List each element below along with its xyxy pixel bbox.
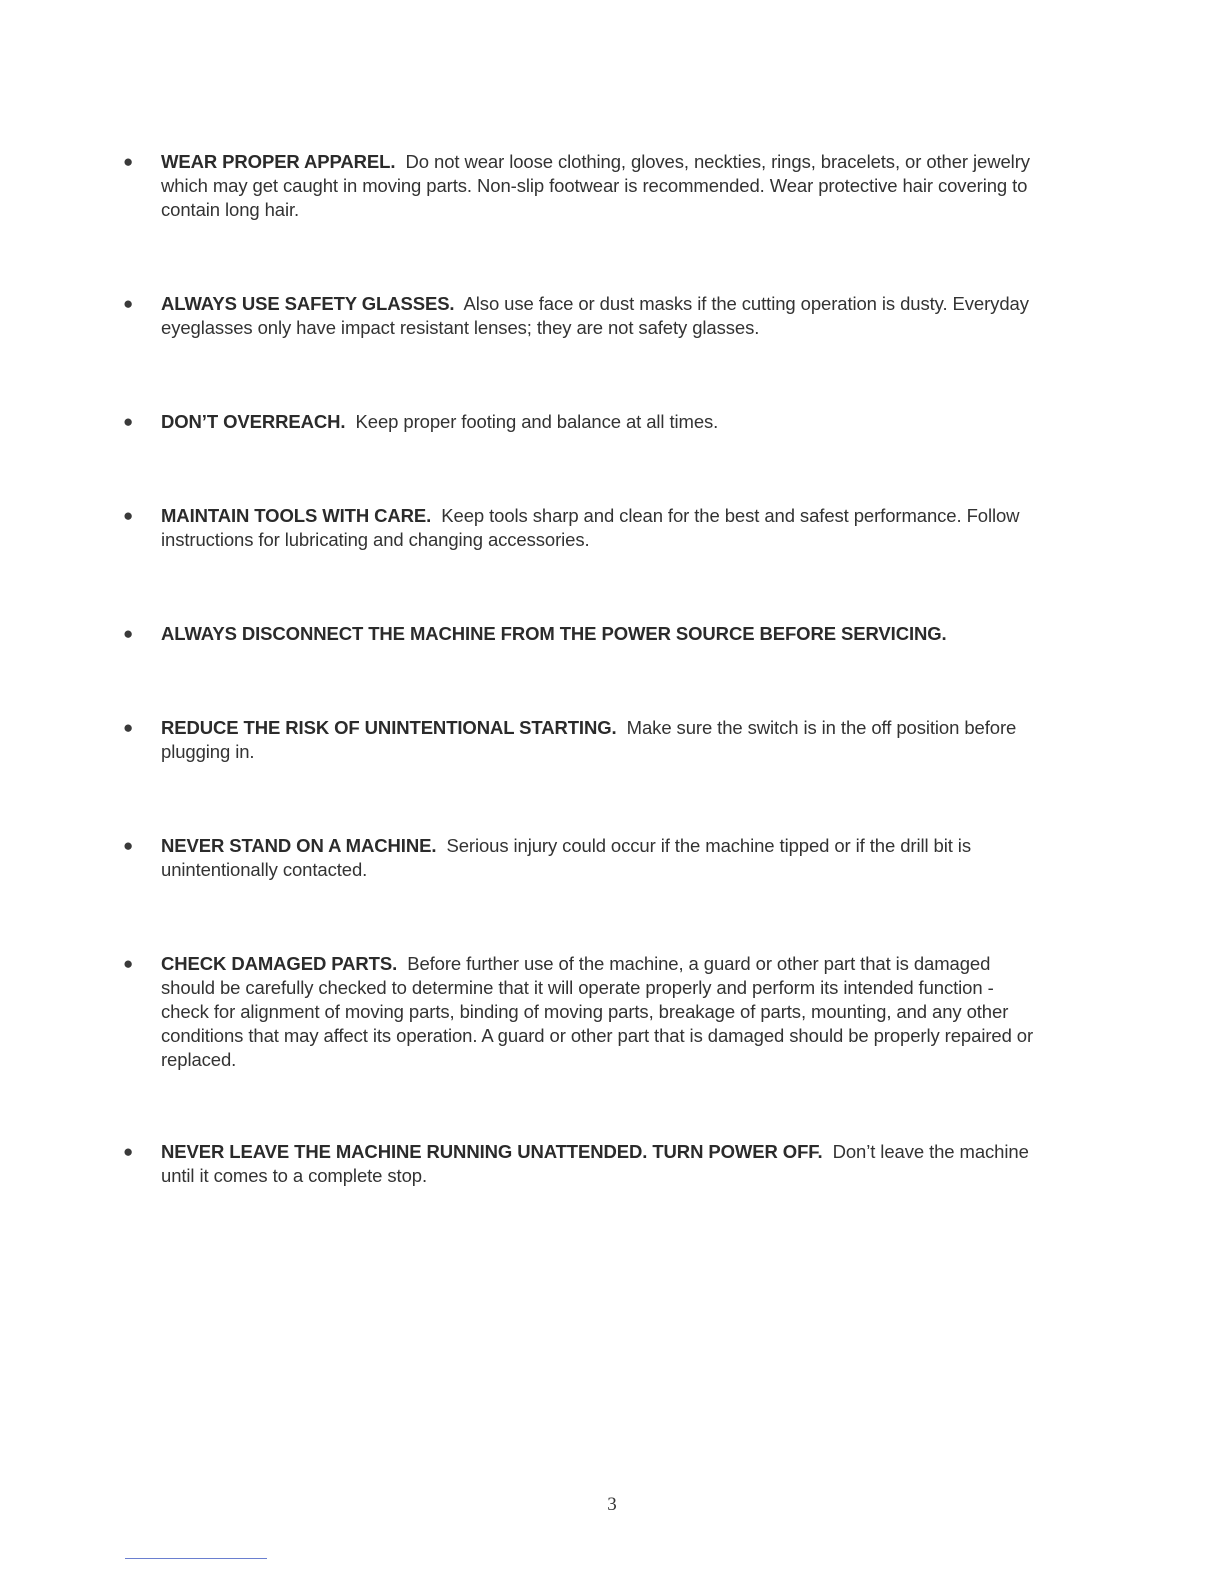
bullet-icon: ● [123,1142,134,1161]
safety-item-text [161,834,1041,882]
safety-item-text [161,410,1041,434]
safety-item-body: Keep tools sharp and clean for the best and safest performance. Follow instructions for lubricating and changing accessories. [161,505,1020,550]
safety-item-heading: DON’T OVERREACH. [161,411,346,432]
safety-item-text [161,292,1041,340]
safety-item-text [161,150,1041,222]
safety-item-heading: NEVER LEAVE THE MACHINE RUNNING UNATTENDED. TURN POWER OFF. [161,1141,823,1162]
bullet-icon: ● [123,506,134,525]
safety-item-text [161,504,1041,552]
bullet-icon: ● [123,152,134,171]
safety-item-body: Don’t leave the machine until it comes to a complete stop. [161,1141,1029,1186]
safety-item-heading: ALWAYS DISCONNECT THE MACHINE FROM THE POWER SOURCE BEFORE SERVICING. [161,623,947,644]
bullet-icon: ● [123,954,134,973]
safety-item-heading: NEVER STAND ON A MACHINE. [161,835,437,856]
safety-item-heading: REDUCE THE RISK OF UNINTENTIONAL STARTING. [161,717,617,738]
safety-item-text [161,952,1041,1072]
bullet-icon: ● [123,718,134,737]
safety-item-body: Make sure the switch is in the off position before plugging in. [161,717,1017,762]
safety-item-body: Before further use of the machine, a guard or other part that is damaged should be carefully checked to determine that it will operate properly and perform its intended function - check for alignment of moving parts, binding of moving parts, breakage of parts, mounting, and any other conditions that may affect its operation. A guard or other part that is damaged should be properly repaired or replaced. [161,953,1034,1070]
safety-item-heading: MAINTAIN TOOLS WITH CARE. [161,505,432,526]
bullet-icon: ● [123,836,134,855]
bullet-icon: ● [123,624,134,643]
safety-item-body: Also use face or dust masks if the cutting operation is dusty. Everyday eyeglasses only have impact resistant lenses; they are not safety glasses. [161,293,1029,338]
bullet-icon: ● [123,294,134,313]
safety-item-body: Keep proper footing and balance at all times. [355,411,719,432]
safety-item-body: Do not wear loose clothing, gloves, neckties, rings, bracelets, or other jewelry which may get caught in moving parts. Non-slip footwear is recommended. Wear protective hair covering to contain long hair. [161,151,1030,220]
page-number: 3 [607,1494,617,1515]
safety-item-heading: CHECK DAMAGED PARTS. [161,953,398,974]
safety-item-body: Serious injury could occur if the machine tipped or if the drill bit is unintentionally contacted. [161,835,971,880]
safety-item-heading: ALWAYS USE SAFETY GLASSES. [161,293,455,314]
safety-item-text [161,1140,1041,1188]
safety-item-heading: WEAR PROPER APPAREL. [161,151,396,172]
safety-item-text [161,716,1041,764]
footer-rule [125,1558,267,1559]
safety-item-text [161,622,1041,646]
bullet-icon: ● [123,412,134,431]
